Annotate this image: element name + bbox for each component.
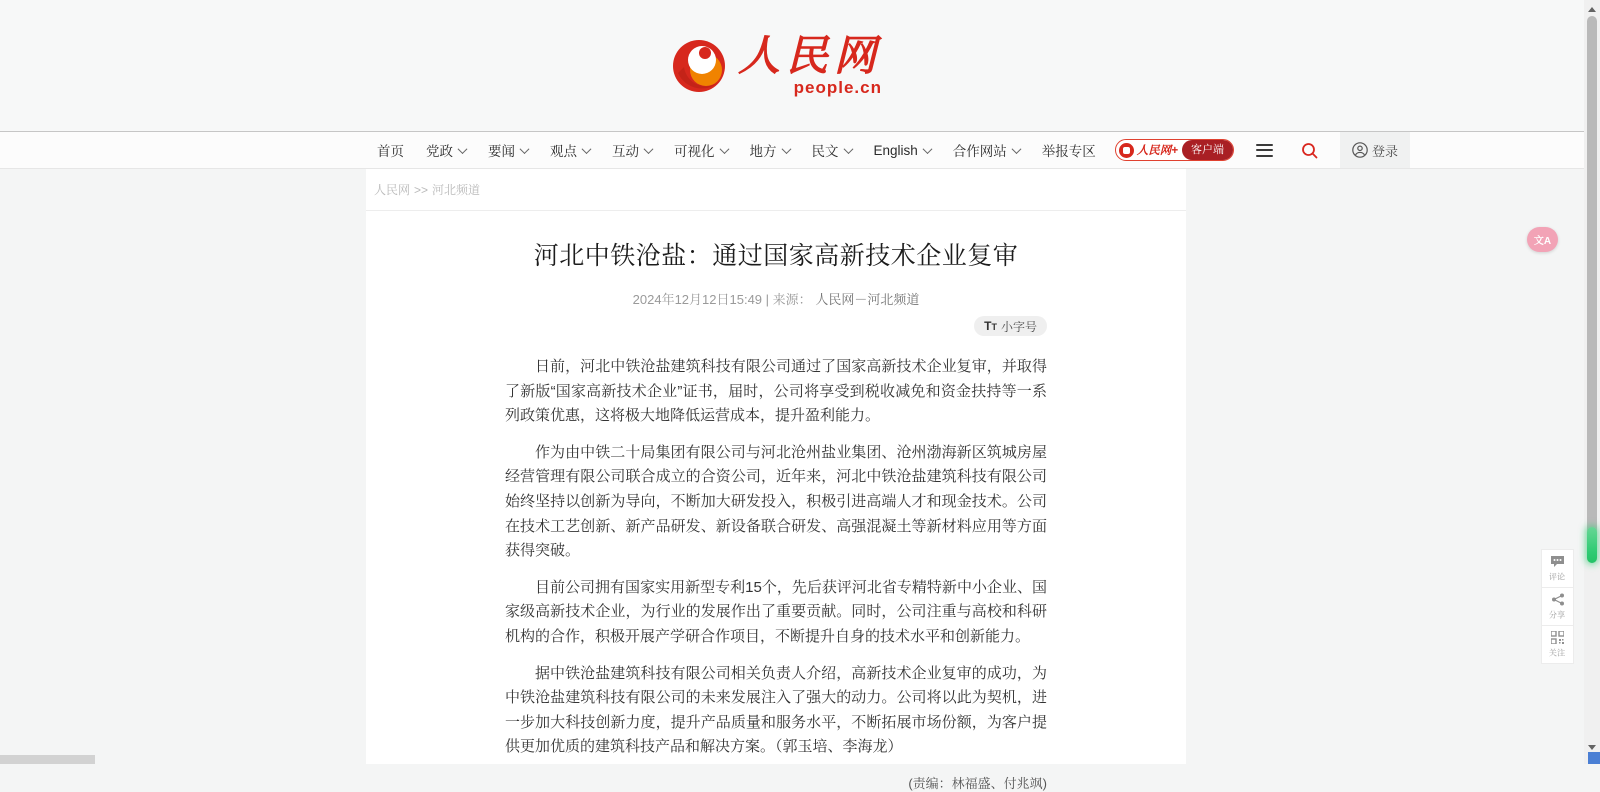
chevron-down-icon: [1011, 144, 1021, 154]
article-title: 河北中铁沧盐：通过国家高新技术企业复审: [533, 242, 1019, 270]
chevron-down-icon: [582, 144, 592, 154]
app-icon: [1119, 143, 1134, 158]
nav-item-label: 地方: [749, 144, 777, 159]
article-paragraph: 日前，河北中铁沧盐建筑科技有限公司通过了国家高新技术企业复审，并取得了新版“国家高新技术企业”证书，届时，公司将享受到税收减免和资金扶持等一系列政策优惠，这将极大地降低运营成本，提升盈利能力。: [505, 358, 1047, 425]
breadcrumb: [366, 169, 1186, 211]
nav-item-visualization[interactable]: [663, 132, 739, 168]
publish-date: 2024年12月12日15:49: [632, 292, 763, 307]
nav-item-partner-sites[interactable]: [942, 132, 1031, 168]
nav-item-minority-languages[interactable]: [801, 132, 863, 168]
app-badge-client: 客户端: [1182, 140, 1233, 160]
breadcrumb-site[interactable]: 人民网: [374, 183, 411, 197]
logo-cn-text: 人民网: [737, 32, 882, 79]
chevron-down-icon: [781, 144, 791, 154]
nav-item-label: 民文: [811, 144, 839, 159]
nav-item-home[interactable]: [366, 132, 415, 168]
chevron-down-icon: [520, 144, 530, 154]
nav-item-label: 举报专区: [1041, 144, 1096, 159]
editors-credit: (责编：林福盛、付兆飒): [908, 775, 1047, 791]
triangle-down-icon: [1588, 745, 1596, 750]
nav-item-report-zone[interactable]: [1031, 132, 1107, 168]
article-meta: [505, 289, 1047, 308]
nav-item-label: English: [873, 142, 918, 158]
search-button[interactable]: [1287, 132, 1332, 168]
comment-icon: [1550, 555, 1565, 568]
breadcrumb-channel[interactable]: 河北频道: [432, 183, 481, 197]
nav-item-local[interactable]: [739, 132, 801, 168]
logo-text: [737, 32, 882, 97]
nav-item-opinions[interactable]: [539, 132, 601, 168]
scrollbar: [1584, 0, 1600, 764]
status-bar-fragment: [0, 755, 95, 764]
article-paragraph: 目前公司拥有国家实用新型专利15个，先后获评河北省专精特新中小企业、国家级高新技术企业，为行业的发展作出了重要贡献。同时，公司注重与高校和科研机构的合作，积极开展产学研合作项目，不断提升自身的技术水平和创新能力。: [505, 578, 1047, 645]
comment-label: 评论: [1549, 571, 1566, 581]
logo-en-text: people.cn: [793, 78, 882, 97]
corner-blue-fragment: [1588, 752, 1600, 764]
login-button[interactable]: [1340, 132, 1410, 168]
nav-item-label: 观点: [550, 144, 577, 159]
source-name[interactable]: 人民网－河北频道: [815, 292, 920, 307]
share-button[interactable]: [1542, 588, 1573, 626]
hamburger-menu-button[interactable]: [1242, 144, 1287, 157]
article-paragraph: 据中铁沧盐建筑科技有限公司相关负责人介绍，高新技术企业复审的成功，为中铁沧盐建筑科技有限公司的未来发展注入了强大的动力。公司将以此为契机，进一步加大科技创新力度，提升产品质量和服务水平，不断拓展市场份额，为客户提供更加优质的建筑科技产品和解决方案。（郭玉培、李海龙）: [505, 664, 1047, 756]
nav-item-label: 可视化: [674, 144, 715, 159]
article-paragraph: 作为由中铁二十局集团有限公司与河北沧州盐业集团、沧州渤海新区筑城房屋经营管理有限公司联合成立的合资公司，近年来，河北中铁沧盐建筑科技有限公司始终坚持以创新为导向，不断加大研发投入，积极引进高端人才和现金技术。公司在技术工艺创新、新产品研发、新设备联合研发、高强混凝土等新材料应用等方面获得突破。: [505, 443, 1047, 560]
share-label: 分享: [1549, 609, 1566, 619]
chevron-down-icon: [644, 144, 654, 154]
scrollbar-green-marker: [1587, 527, 1597, 563]
nav-item-label: 首页: [377, 144, 404, 159]
search-icon: [1301, 142, 1318, 159]
user-icon: [1352, 142, 1368, 158]
logo-wrap: [366, 0, 1186, 131]
triangle-up-icon: [1588, 7, 1596, 12]
logo-swirl-icon: [670, 37, 728, 95]
chevron-down-icon: [843, 144, 853, 154]
nav-item-news[interactable]: [477, 132, 539, 168]
main-nav: [0, 131, 1600, 169]
source-label: 来源：: [772, 292, 812, 307]
side-toolbar: [1541, 549, 1574, 664]
content-column: [366, 169, 1186, 791]
meta-divider: |: [765, 292, 770, 307]
nav-item-party-politics[interactable]: [415, 132, 477, 168]
font-size-button[interactable]: [974, 316, 1047, 336]
breadcrumb-separator: >>: [414, 182, 429, 197]
nav-item-label: 合作网站: [952, 144, 1007, 159]
app-client-badge[interactable]: [1115, 139, 1234, 161]
font-size-icon: TT: [984, 319, 997, 333]
app-badge-site: 人民网+: [1136, 145, 1178, 157]
nav-item-label: 要闻: [488, 144, 515, 159]
share-icon: [1551, 593, 1565, 606]
nav-items: [366, 132, 1410, 168]
article-body: [505, 355, 1047, 760]
nav-item-english[interactable]: [863, 132, 942, 168]
header: [0, 0, 1600, 131]
nav-item-label: 互动: [612, 144, 639, 159]
peoples-daily-logo[interactable]: [670, 32, 882, 97]
nav-item-interact[interactable]: [601, 132, 663, 168]
article: [505, 236, 1047, 792]
nav-item-label: 党政: [426, 144, 453, 159]
follow-button[interactable]: [1542, 626, 1573, 663]
scroll-up-arrow[interactable]: [1584, 2, 1600, 16]
scrollbar-thumb[interactable]: [1587, 16, 1597, 563]
chevron-down-icon: [922, 144, 932, 154]
login-label: 登录: [1372, 143, 1399, 159]
comment-button[interactable]: [1542, 550, 1573, 588]
translate-button[interactable]: [1527, 227, 1558, 252]
chevron-down-icon: [719, 144, 729, 154]
translate-icon: 文A: [1533, 236, 1552, 247]
font-size-label: 小字号: [1000, 319, 1037, 334]
fontsize-row: [505, 316, 1047, 336]
chevron-down-icon: [458, 144, 468, 154]
follow-label: 关注: [1549, 647, 1566, 657]
qrcode-icon: [1551, 631, 1564, 644]
